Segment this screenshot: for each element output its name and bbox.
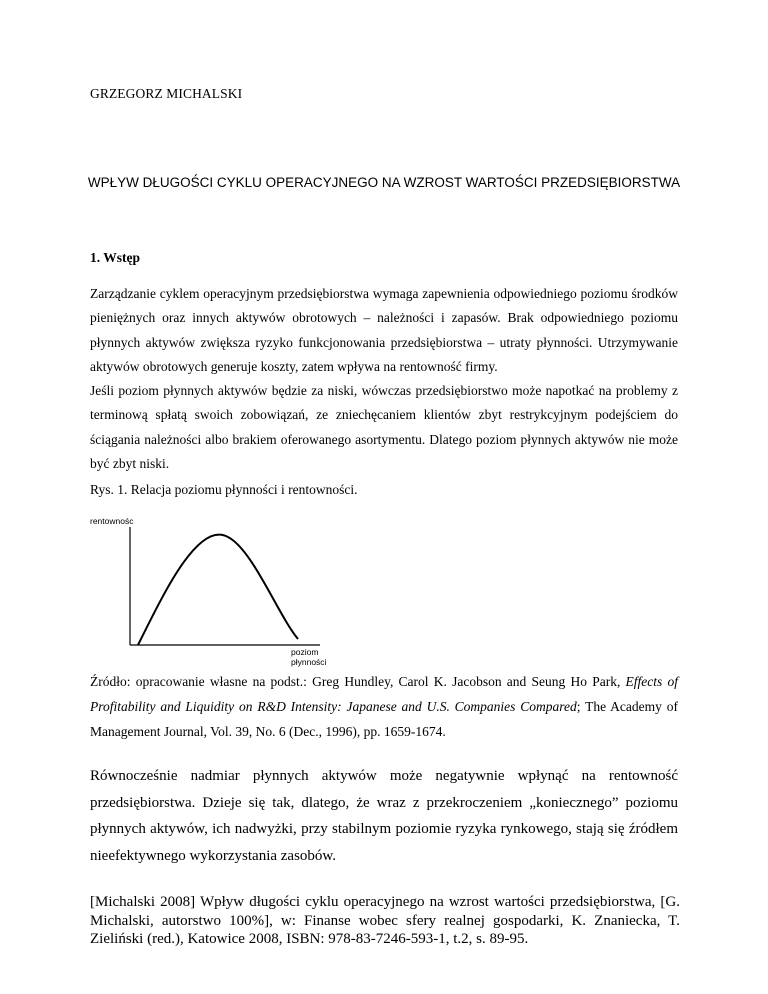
figure-source <box>90 669 678 744</box>
bibliographic-reference: [Michalski 2008] Wpływ długości cyklu operacyjnego na wzrost wartości przedsiębiorstwa, [G. Michalski, autorstwo 100%], w: Finanse wobec sfery realnej gospodarki, K. Znaniecka, T. Zieliński (red.), Katowice 2008, ISBN: 978-83-7246-593-1, t.2, s. 89-95. <box>90 894 680 947</box>
figure-caption: Rys. 1. Relacja poziomu płynności i rentowności. <box>90 482 358 497</box>
source-article-title: Effects of Profitability and Liquidity on R&D Intensity: Japanese and U.S. Companies Compared <box>90 674 678 714</box>
section-heading: 1. Wstęp <box>90 250 141 265</box>
source-suffix: ; The Academy of Management Journal, Vol. 39, No. 6 (Dec., 1996), pp. 1659-1674. <box>90 699 678 739</box>
x-axis-label-line2: płynności <box>291 657 327 667</box>
paper-title: WPŁYW DŁUGOŚCI CYKLU OPERACYJNEGO NA WZROST WARTOŚCI PRZEDSIĘBIORSTWA <box>87 175 681 190</box>
x-axis-label-line1: poziom <box>291 647 319 657</box>
liquidity-profitability-figure <box>88 515 348 670</box>
y-axis-label: rentownośc <box>90 516 134 526</box>
paragraph-intro-2: Jeśli poziom płynnych aktywów będzie za niski, wówczas przedsiębiorstwo może napotkać na problemy z terminową spłatą swoich zobowiązań, ze zniechęcaniem klientów zbyt restrykcyjnym podejściem do ściągania należności albo brakiem oferowanego asortymentu. Dlatego poziom płynnych aktywów nie może być zbyt niski. <box>90 383 678 472</box>
paragraph-surplus: Równocześnie nadmiar płynnych aktywów może negatywnie wpłynąć na rentowność przedsiębiorstwa. Dzieje się tak, dlatego, że wraz z przekroczeniem „koniecznego” poziomu płynnych aktywów, ich nadwyżki, przy stabilnym poziomie ryzyka rynkowego, stają się źródłem nieefektywnego wykorzystania zasobów. <box>90 768 678 864</box>
profitability-curve <box>138 535 298 645</box>
author-name: GRZEGORZ MICHALSKI <box>90 86 243 101</box>
source-prefix: Źródło: opracowanie własne na podst.: Greg Hundley, Carol K. Jacobson and Seung Ho Park, <box>90 674 626 689</box>
paragraph-intro-1: Zarządzanie cyklem operacyjnym przedsiębiorstwa wymaga zapewnienia odpowiedniego poziomu środków pieniężnych oraz innych aktywów obrotowych – należności i zapasów. Brak odpowiedniego poziomu płynnych aktywów zwiększa ryzyko funkcjonowania przedsiębiorstwa – utraty płynności. Utrzymywanie aktywów obrotowych generuje koszty, zatem wpływa na rentowność firmy. <box>90 286 678 375</box>
